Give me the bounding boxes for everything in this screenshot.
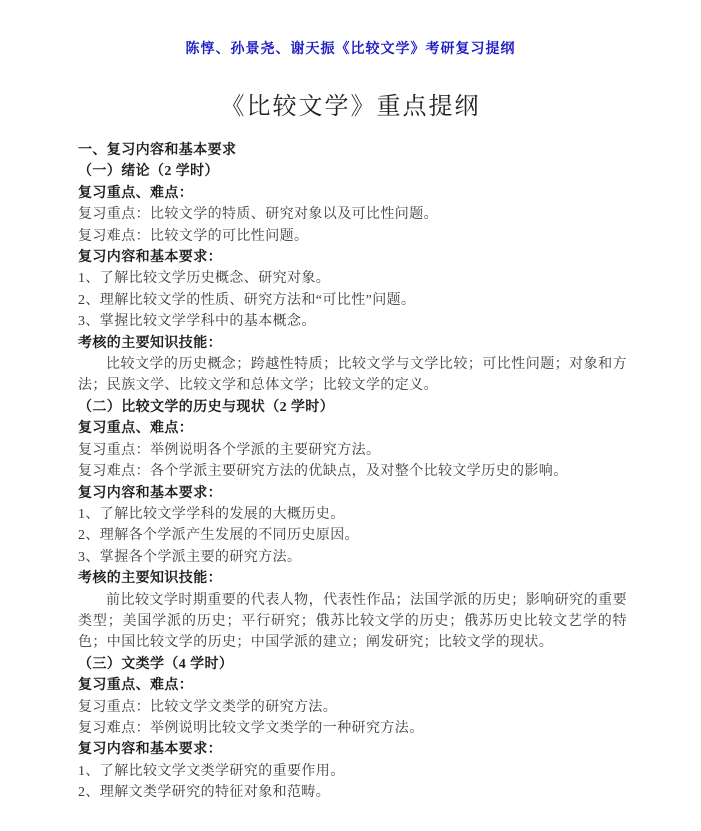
text-line: 1、了解比较文学文类学研究的重要作用。 [78,763,345,779]
text-line: （三）文类学（4 学时） [78,656,234,672]
text-line: 复习难点：各个学派主要研究方法的优缺点，及对整个比较文学历史的影响。 [78,464,568,480]
text-line: 复习难点：举例说明比较文学文类学的一种研究方法。 [78,720,424,736]
text-line: 2、理解文类学研究的特征对象和范畴。 [78,785,331,801]
text-line: 复习重点、难点： [78,185,194,201]
text-line: 前比较文学时期重要的代表人物，代表性作品；法国学派的历史；影响研究的重要类型；美国学派的历史；平行研究；俄苏比较文学的历史；俄苏历史比较文艺学的特色；中国比较文学的历史；中国学派的建立；阐发研究；比较文学的现状。 [78,592,627,651]
text-line: 2、理解各个学派产生发展的不同历史原因。 [78,528,359,544]
text-line: 一、复习内容和基本要求 [78,143,237,158]
text-line: 3、掌握各个学派主要的研究方法。 [78,549,302,565]
text-line: 复习重点：比较文学文类学的研究方法。 [78,699,338,715]
text-line: 2、理解比较文学的性质、研究方法和“可比性”问题。 [78,292,416,308]
text-line: 复习内容和基本要求： [78,742,222,758]
text-line: 复习重点：举例说明各个学派的主要研究方法。 [78,442,381,458]
text-line: 复习内容和基本要求： [78,250,222,266]
text-line: 复习内容和基本要求： [78,485,222,501]
text-line: （一）绪论（2 学时） [78,164,219,180]
document-header: 陈惇、孙景尧、谢天振《比较文学》考研复习提纲 [185,42,516,57]
text-line: 3、掌握比较文学学科中的基本概念。 [78,314,316,330]
text-line: 复习重点、难点： [78,678,194,694]
document-body [78,140,627,804]
text-line: 复习重点、难点： [78,421,194,437]
text-line: 1、了解比较文学历史概念、研究对象。 [78,271,331,287]
text-line: 复习难点：比较文学的可比性问题。 [78,228,309,244]
text-line: 1、了解比较文学学科的发展的大概历史。 [78,506,345,522]
page-title: 《比较文学》重点提纲 [220,94,481,120]
text-line: 考核的主要知识技能： [78,571,222,587]
text-line: 复习重点：比较文学的特质、研究对象以及可比性问题。 [78,207,438,223]
text-line: （二）比较文学的历史与现状（2 学时） [78,399,335,415]
text-line: 比较文学的历史概念；跨越性特质；比较文学与文学比较；可比性问题；对象和方法；民族文学、比较文学和总体文学；比较文学的定义。 [78,357,627,394]
text-line: 考核的主要知识技能： [78,335,222,351]
